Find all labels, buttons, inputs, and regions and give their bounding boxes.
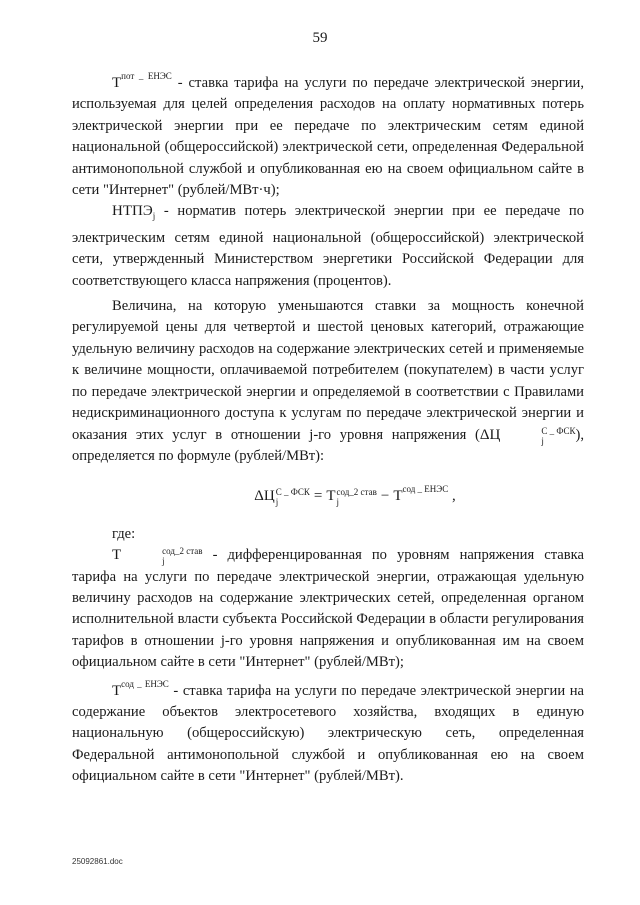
definition-t-sod-enes [72, 674, 584, 788]
formula-term-2-superscript: сод _ ЕНЭС [402, 484, 449, 495]
symbol-subscript: j [541, 435, 544, 446]
definition-text: - ставка тарифа на услуги по передаче электрической энергии, используемая для целей определения расходов на оплату нормативных потерь электрической энергии при ее передаче по электрическим сетям единой национальной (общероссийской) электрической сети, определенная Федеральной антимонопольной службой и опубликованная ею на своем официальном сайте в сети "Интернет" (рублей/МВт·ч); [72, 75, 584, 199]
footer-filename: 25092861.doc [72, 857, 123, 866]
paragraph-text-before: Величина, на которую уменьшаются ставки за мощность конечной регулируемой цены для четвертой и шестой ценовых категорий, отражающие удельную величину расходов на содержание электрических сетей и применяемые к величине мощности, оплачиваемой потребителем (покупателем) в части услуг по передаче электрической энергии и определяемой в соответствии с Правилами недискриминационного доступа к услугам по передаче электрической энергии и оказания этих услуг в отношении j-го уровня напряжения ( [72, 298, 584, 443]
definition-text: - дифференцированная по уровням напряжения ставка тарифа на услуги по передаче электрической энергии, отражающая удельную величину расходов на содержание электрических сетей, определенная органом исполнительной власти субъекта Российской Федерации в области регулирования тарифов в отношении j-го уровня напряжения и опубликованная им на своем официальном сайте в сети "Интернет" (рублей/МВт); [72, 547, 584, 671]
paragraph-text-after: ), определяется по формуле (рублей/МВт): [72, 426, 584, 464]
formula-equals: = [313, 488, 323, 505]
symbol: НТПЭ [112, 203, 153, 220]
symbol-subscript: j [162, 556, 165, 567]
formula-term-1-subscript: j [336, 497, 339, 508]
symbol: T [112, 75, 122, 91]
definition-t-sod-2-stav [72, 545, 584, 673]
formula-tail: , [448, 488, 456, 505]
page-number: 59 [312, 30, 328, 46]
symbol: ΔЦ [479, 426, 501, 443]
symbol: T [112, 682, 122, 699]
formula-term-2: T [393, 488, 403, 505]
formula-term-1-indices [336, 487, 376, 507]
formula-lhs-subscript: j [275, 497, 279, 508]
definition-text: - ставка тарифа на услуги по передаче электрической энергии на содержание объектов электросетевого хозяйства, входящих в единую национальную (общероссийскую) электрическую сеть, определенная Федеральной антимонопольной службой и опубликованная ею на своем официальном сайте в сети "Интернет" (рублей/МВт). [72, 682, 584, 785]
formula-lhs: ΔЦ [254, 488, 275, 505]
document-body [72, 66, 584, 788]
main-paragraph [72, 296, 584, 467]
symbol: T [112, 547, 122, 564]
symbol-superscript: С _ ФСК [541, 425, 576, 436]
definition-ntpe [72, 201, 584, 292]
symbol-superscript: сод _ ЕНЭС [121, 678, 169, 689]
formula-lhs-superscript: С _ ФСК [275, 487, 310, 498]
formula-term-1: T [326, 488, 336, 505]
formula [126, 479, 584, 507]
definition-text: - норматив потерь электрической энергии при ее передаче по электрическим сетям единой национальной (общероссийской) электрической сети, утвержденный Министерством энергетики Российской Федерации для соответствующего класса напряжения (процентов). [72, 203, 584, 289]
symbol-indices [122, 546, 202, 566]
symbol-subscript: j [152, 211, 156, 222]
formula-lhs-indices [276, 487, 310, 507]
definition-t-pot-enes [72, 66, 584, 201]
where-label: где: [112, 525, 136, 542]
symbol-superscript: сод_2 став [162, 546, 203, 557]
symbol-superscript: пот _ ЕНЭС [121, 71, 172, 81]
symbol-indices [501, 426, 575, 446]
formula-term-1-superscript: сод_2 став [336, 487, 377, 498]
formula-minus: − [380, 488, 390, 505]
